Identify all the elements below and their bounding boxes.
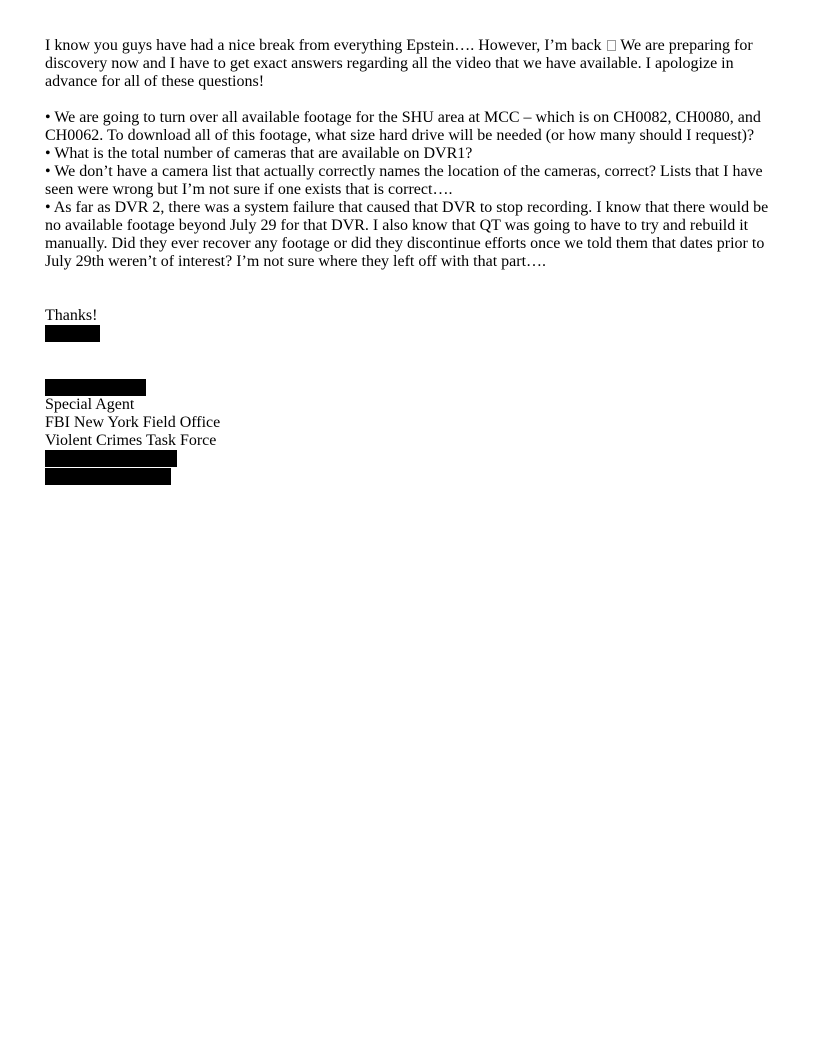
- intro-text-part2: We are preparing for discovery now and I have to get exact answers regarding all the video that we have available. I apologize in advance for all of these questions!: [45, 37, 753, 90]
- signature-office: FBI New York Field Office: [45, 414, 221, 431]
- email-body: [45, 37, 775, 485]
- signature-block: [45, 379, 775, 485]
- missing-glyph-icon: [607, 40, 616, 51]
- redacted-signature-name: [45, 379, 146, 396]
- redacted-contact-line-1: [45, 450, 177, 467]
- paragraph-spacer: [45, 271, 775, 307]
- question-item-camera-list: • We don’t have a camera list that actually correctly names the location of the cameras, correct? Lists that I have seen were wrong but I’m not sure if one exists that is correct….: [45, 163, 763, 198]
- closing-text: Thanks!: [45, 307, 98, 324]
- question-item-camera-count: • What is the total number of cameras that are available on DVR1?: [45, 145, 473, 162]
- redacted-contact-line-2: [45, 468, 171, 485]
- redacted-sender-name: [45, 325, 100, 342]
- intro-text-part1: I know you guys have had a nice break from everything Epstein…. However, I’m back: [45, 37, 602, 54]
- signature-title: Special Agent: [45, 396, 135, 413]
- question-item-footage: • We are going to turn over all available footage for the SHU area at MCC – which is on CH0082, CH0080, and CH0062. To download all of this footage, what size hard drive will be needed (or how many should I request)?: [45, 109, 761, 144]
- question-item-dvr2: • As far as DVR 2, there was a system failure that caused that DVR to stop recording. I know that there would be no available footage beyond July 29 for that DVR. I also know that QT was going to have to try and rebuild it manually. Did they ever recover any footage or did they discontinue efforts once we told them that dates prior to July 29th weren’t of interest? I’m not sure where they left off with that part….: [45, 199, 769, 270]
- question-list: [45, 109, 775, 271]
- intro-paragraph: [45, 37, 775, 91]
- signature-spacer: [45, 342, 775, 379]
- signature-unit: Violent Crimes Task Force: [45, 432, 217, 449]
- paragraph-spacer: [45, 91, 775, 109]
